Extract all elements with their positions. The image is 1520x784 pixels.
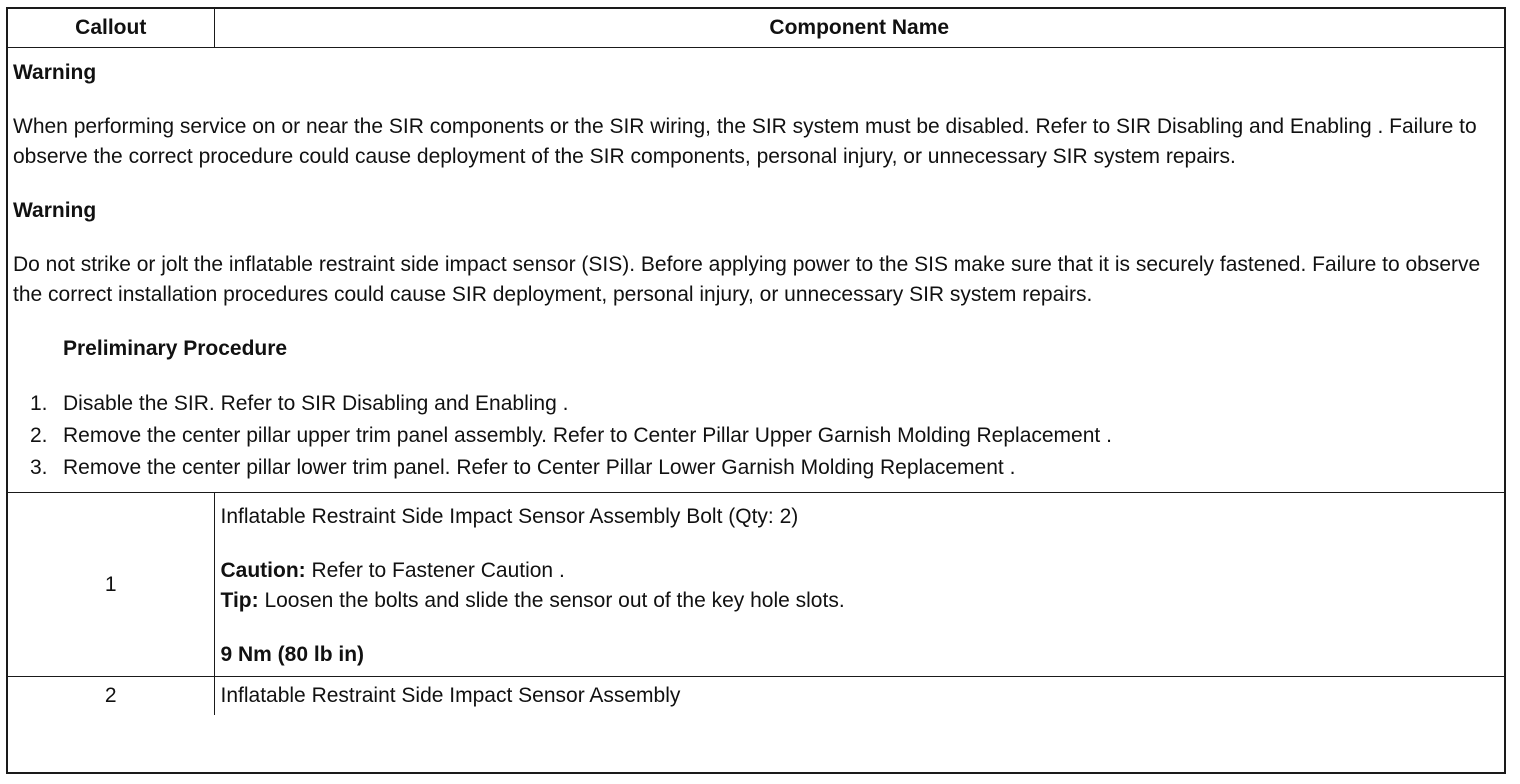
component-cell: Inflatable Restraint Side Impact Sensor Assembly xyxy=(214,677,1504,716)
caution-label: Caution: xyxy=(220,559,306,582)
step-number: 2. xyxy=(30,424,48,447)
preamble-cell xyxy=(8,48,1504,493)
table-row xyxy=(8,493,1504,677)
torque-spec: 9 Nm (80 lb in) xyxy=(220,643,365,666)
step-text: Disable the SIR. Refer to SIR Disabling and Enabling . xyxy=(63,392,569,415)
step-number: 1. xyxy=(30,392,48,415)
caution-text: Refer to Fastener Caution . xyxy=(305,559,565,582)
procedure-step xyxy=(30,452,1504,484)
tip-line xyxy=(221,586,1499,616)
tip-text: Loosen the bolts and slide the sensor out of the key hole slots. xyxy=(258,589,845,612)
table-row xyxy=(8,677,1504,716)
warning-text: Do not strike or jolt the inflatable restraint side impact sensor (SIS). Before applying power to the SIS make sure that it is securely fastened. Failure to observe the correct installation procedures could cause SIR deployment, personal injury, or unnecessary SIR system repairs. xyxy=(13,253,1481,306)
warning-title: Warning xyxy=(13,199,97,222)
component-table xyxy=(8,9,1504,715)
warning-text: When performing service on or near the SIR components or the SIR wiring, the SIR system must be disabled. Refer to SIR Disabling and Enabling . Failure to observe the correct procedure could cause deployment of the SIR components, personal injury, or unnecessary SIR system repairs. xyxy=(13,115,1477,168)
component-cell xyxy=(214,493,1504,677)
step-text: Remove the center pillar lower trim panel. Refer to Center Pillar Lower Garnish Molding Replacement . xyxy=(63,456,1016,479)
procedure-step xyxy=(30,388,1504,420)
warning-title: Warning xyxy=(13,61,97,84)
component-table-frame xyxy=(6,7,1506,774)
callout-cell: 2 xyxy=(8,677,214,716)
procedure-title: Preliminary Procedure xyxy=(63,337,288,360)
tip-label: Tip: xyxy=(220,589,259,612)
procedure-step xyxy=(30,420,1504,452)
header-row xyxy=(8,9,1504,48)
caution-line xyxy=(221,556,1499,586)
component-name-header: Component Name xyxy=(214,9,1504,48)
component-name: Inflatable Restraint Side Impact Sensor Assembly Bolt (Qty: 2) xyxy=(220,505,799,528)
step-number: 3. xyxy=(30,456,48,479)
step-text: Remove the center pillar upper trim panel assembly. Refer to Center Pillar Upper Garnish Molding Replacement . xyxy=(63,424,1112,447)
callout-header: Callout xyxy=(8,9,214,48)
procedure-steps xyxy=(13,388,1504,484)
callout-cell: 1 xyxy=(8,493,214,677)
preamble-row xyxy=(8,48,1504,493)
